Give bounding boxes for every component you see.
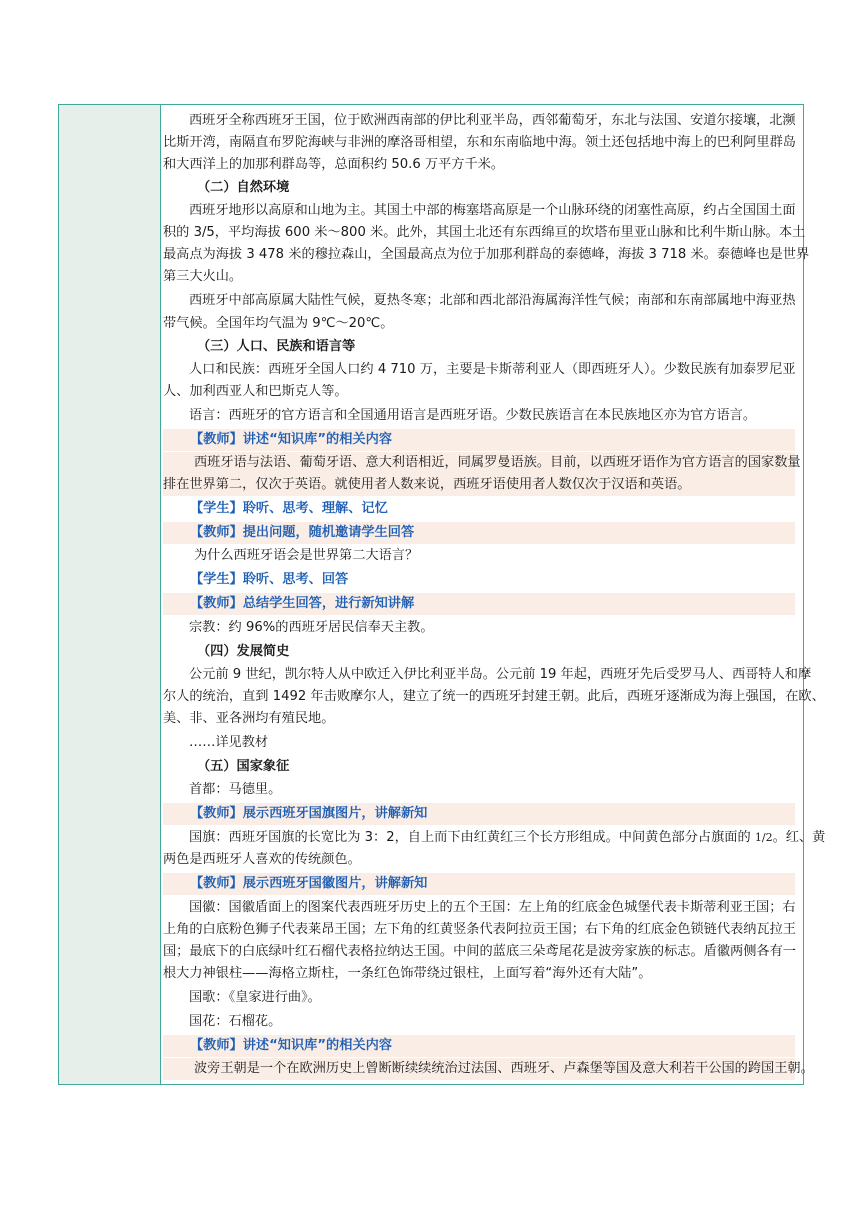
- paragraph-line: 公元前 9 世纪，凯尔特人从中欧迁入伊比利亚半岛。公元前 19 年起，西班牙先后受罗马人、西哥特人和摩: [189, 667, 812, 682]
- paragraph-line: 首都：马德里。: [189, 782, 282, 797]
- paragraph-line: ……详见教材: [189, 735, 269, 750]
- paragraph-line: 根大力神银柱——海格立斯柱，一条红色饰带绕过银柱，上面写着“海外还有大陆”。: [163, 966, 652, 981]
- paragraph-line: 国花：石榴花。: [189, 1014, 282, 1029]
- paragraph-line: 西班牙地形以高原和山地为主。其国土中部的梅塞塔高原是一个山脉环绕的闭塞性高原，约占全国国土面: [189, 203, 796, 218]
- teacher-activity: 【教师】讲述“知识库”的相关内容: [163, 1035, 795, 1057]
- paragraph-line: 人、加利西亚人和巴斯克人等。: [163, 384, 348, 399]
- paragraph-line: 西班牙全称西班牙王国，位于欧洲西南部的伊比利亚半岛，西邻葡萄牙，东北与法国、安道尔接壤，北濒: [189, 113, 796, 128]
- table-left-column: [59, 105, 161, 1084]
- paragraph-line: 人口和民族：西班牙全国人口约 4 710 万，主要是卡斯蒂利亚人（即西班牙人）。少数民族有加泰罗尼亚: [189, 362, 796, 377]
- student-activity: 【学生】聆听、思考、回答: [190, 572, 349, 587]
- paragraph-line: 国徽：国徽盾面上的图案代表西班牙历史上的五个王国：左上角的红底金色城堡代表卡斯蒂利亚王国；右: [189, 900, 796, 915]
- paragraph-line: 国；最底下的白底绿叶红石榴代表格拉纳达王国。中间的蓝底三朵鸢尾花是波旁家族的标志。盾徽两侧各有一: [163, 944, 796, 959]
- paragraph-line: 西班牙语与法语、葡萄牙语、意大利语相近，同属罗曼语族。目前，以西班牙语作为官方语言的国家数量: [163, 452, 795, 474]
- flag-text-tail: 。红、黄: [772, 830, 826, 845]
- paragraph-line: 带气候。全国年均气温为 9℃～20℃。: [163, 316, 394, 331]
- paragraph-line: 两色是西班牙人喜欢的传统颜色。: [163, 852, 361, 867]
- student-activity: 【学生】聆听、思考、理解、记忆: [190, 501, 388, 516]
- flag-fraction: 1/2: [754, 831, 773, 844]
- paragraph-line: 西班牙中部高原属大陆性气候，夏热冬寒；北部和西北部沿海属海洋性气候；南部和东南部属地中海亚热: [189, 293, 796, 308]
- paragraph-line: 上角的白底粉色狮子代表莱昂王国；左下角的红黄竖条代表阿拉贡王国；右下角的红底金色锁链代表纳瓦拉王: [163, 922, 796, 937]
- teacher-activity: 【教师】展示西班牙国旗图片，讲解新知: [163, 803, 795, 825]
- paragraph-line: 波旁王朝是一个在欧洲历史上曾断断续续统治过法国、西班牙、卢森堡等国及意大利若干公国的跨国王朝。: [163, 1058, 795, 1080]
- paragraph-line: 积的 3/5，平均海拔 600 米～800 米。此外，其国土北还有东西绵亘的坎塔布里亚山脉和比利牛斯山脉。本土: [163, 225, 806, 240]
- paragraph-line: 第三大火山。: [163, 269, 243, 284]
- paragraph-line: 最高点为海拔 3 478 米的穆拉森山，全国最高点为位于加那利群岛的泰德峰，海拔 3 718 米。泰德峰也是世界: [163, 247, 810, 262]
- paragraph-line: 和大西洋上的加那利群岛等，总面积约 50.6 万平方千米。: [163, 157, 505, 172]
- teacher-activity: 【教师】提出问题，随机邀请学生回答: [163, 522, 795, 544]
- section-heading: （四）发展简史: [197, 644, 290, 659]
- teacher-activity: 【教师】展示西班牙国徽图片，讲解新知: [163, 873, 795, 895]
- paragraph-line: 国歌：《皇家进行曲》。: [189, 990, 321, 1005]
- paragraph-line: 尔人的统治，直到 1492 年击败摩尔人，建立了统一的西班牙封建王朝。此后，西班牙逐渐成为海上强国，在欧、: [163, 689, 825, 704]
- lesson-table: [58, 104, 826, 1085]
- paragraph-line: 比斯开湾，南隔直布罗陀海峡与非洲的摩洛哥相望，东和东南临地中海。领土还包括地中海上的巴利阿里群岛: [163, 135, 796, 150]
- paragraph-line: 排在世界第二，仅次于英语。就使用者人数来说，西班牙语使用者人数仅次于汉语和英语。: [163, 474, 795, 496]
- teacher-activity: 【教师】总结学生回答，进行新知讲解: [163, 593, 795, 615]
- paragraph-line: [163, 827, 826, 849]
- flag-text: 国旗：西班牙国旗的长宽比为 3：2，自上而下由红黄红三个长方形组成。中间黄色部分占旗面的: [189, 830, 755, 845]
- section-heading: （三）人口、民族和语言等: [197, 339, 356, 354]
- section-heading: （二）自然环境: [197, 180, 290, 195]
- table-content-cell: [163, 105, 826, 1084]
- section-heading: （五）国家象征: [197, 759, 290, 774]
- paragraph-line: 美、非、亚各洲均有殖民地。: [163, 711, 335, 726]
- paragraph-line: 为什么西班牙语会是世界第二大语言？: [194, 548, 419, 563]
- paragraph-line: 语言：西班牙的官方语言和全国通用语言是西班牙语。少数民族语言在本民族地区亦为官方语言。: [189, 408, 757, 423]
- paragraph-line: 宗教：约 96%的西班牙居民信奉天主教。: [189, 620, 434, 635]
- teacher-activity: 【教师】讲述“知识库”的相关内容: [163, 429, 795, 451]
